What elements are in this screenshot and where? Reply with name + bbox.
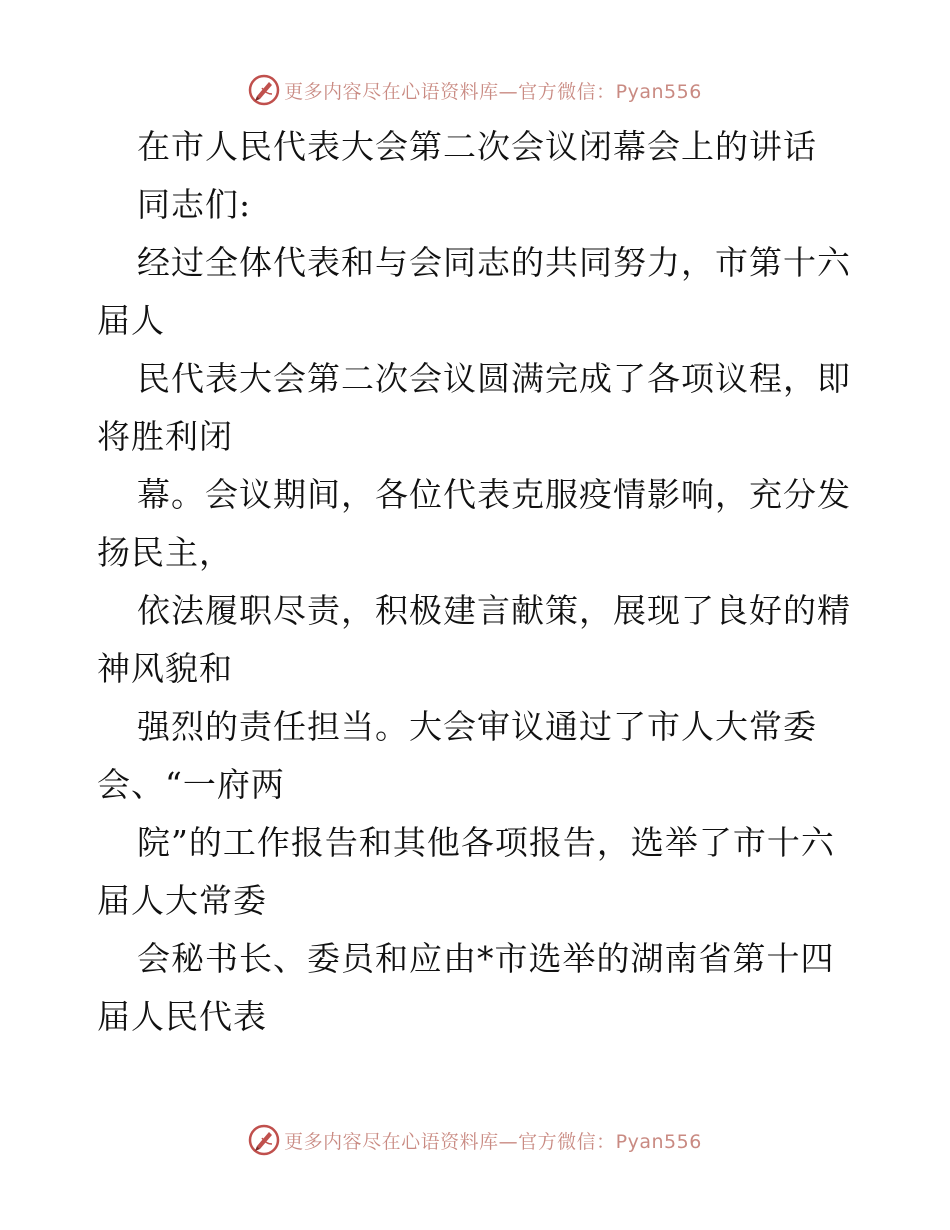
- paragraph-line: 依法履职尽责，积极建言献策，展现了良好的精: [137, 591, 851, 630]
- header-watermark: [0, 70, 950, 110]
- salutation: 同志们:: [137, 185, 252, 224]
- paragraph-line: 院”的工作报告和其他各项报告，选举了市十六: [137, 823, 835, 862]
- paragraph-line: 会、“一府两: [97, 765, 285, 804]
- watermark-text: 更多内容尽在心语资料库—官方微信：Pyan556: [284, 80, 702, 103]
- paragraph-line: 将胜利闭: [97, 417, 233, 456]
- paragraph-line: 幕。会议期间，各位代表克服疫情影响，充分发: [137, 475, 851, 514]
- paragraph-line: 届人民代表: [97, 997, 267, 1036]
- pen-logo-icon: [248, 1124, 280, 1156]
- paragraph-line: 经过全体代表和与会同志的共同努力，市第十六: [137, 243, 851, 282]
- watermark-text: 更多内容尽在心语资料库—官方微信：Pyan556: [284, 1130, 702, 1153]
- paragraph-line: 届人: [97, 301, 165, 340]
- paragraph-line: 强烈的责任担当。大会审议通过了市人大常委: [137, 707, 817, 746]
- document-title: 在市人民代表大会第二次会议闭幕会上的讲话: [137, 127, 817, 166]
- paragraph-line: 会秘书长、委员和应由*市选举的湖南省第十四: [137, 939, 835, 978]
- document-body: [97, 118, 857, 1046]
- paragraph-line: 扬民主，: [97, 533, 233, 572]
- footer-watermark: [0, 1120, 950, 1160]
- paragraph-line: 届人大常委: [97, 881, 267, 920]
- paragraph-line: 神风貌和: [97, 649, 233, 688]
- pen-logo-icon: [248, 74, 280, 106]
- paragraph-line: 民代表大会第二次会议圆满完成了各项议程，即: [137, 359, 851, 398]
